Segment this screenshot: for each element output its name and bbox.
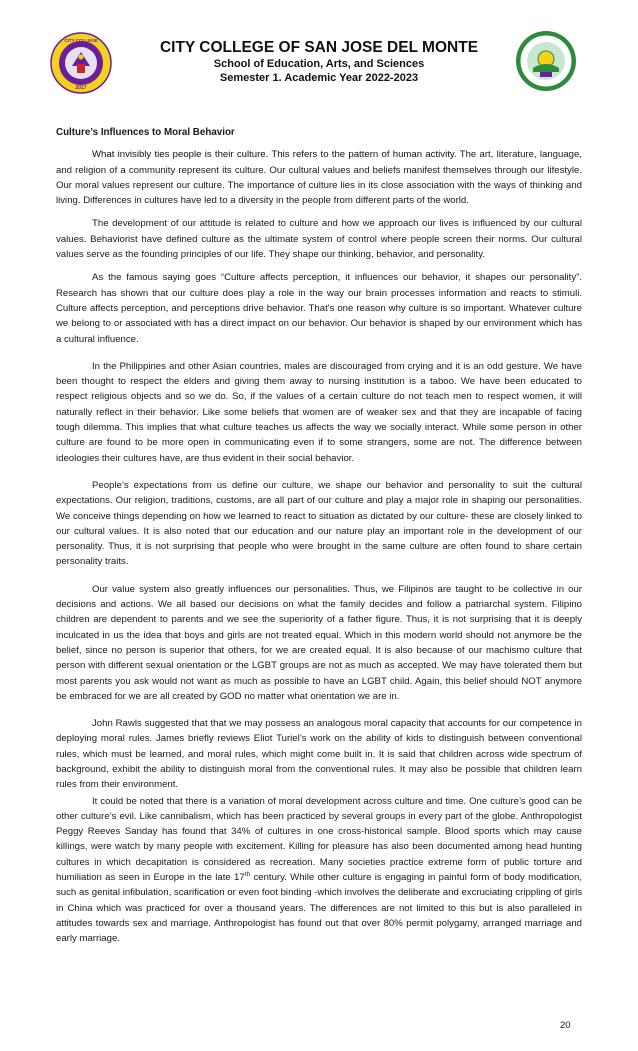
article-body — [56, 125, 582, 955]
paragraph-1 — [56, 147, 582, 208]
paragraph-4: In the Philippines and other Asian countries, males are discouraged from crying and it is an odd gesture. We have been thought to respect the elders and giving them away to nursing institution is a taboo. We have been educated to respect religious objects and so we do. So, if the values of a certain culture do not teach men to respect women, it will naturally reflect in their behavior. Like some beliefs that women are of weaker sex and that they are incapable of facing tough dilemma. This implies that what culture teaches us affects the way we socially interact. While some person in other culture are found to be more open in communicating even if to some strangers, some are not. The difference between ideologies their cultures have, are thus evident in their social behavior. — [56, 360, 582, 464]
institution-title: CITY COLLEGE OF SAN JOSE DEL MONTE — [159, 39, 479, 56]
college-seal-logo — [50, 32, 112, 94]
paragraph-5: People’s expectations from us define our culture, we shape our behavior and personality to suit the cultural expectations. Our religion, traditions, customs, are all part of our culture and play a major role in shaping our personalities. We conceive things depending on how we learned to react to situation as dictated by our culture- these are closely linked to our cultural values. It is also noted that our education and our nature play an important role in the development of our personality. Thus, it is not surprising that people who were brought in the same culture are often found to share certain personality traits. — [56, 479, 582, 568]
header-text — [120, 38, 518, 85]
paragraph-8-part-a: It could be noted that there is a variation of moral development across culture and time. One culture’s good can be other culture’s evil. Like cannibalism, which has been practiced by several groups in every part of the globe. Anthropologist Peggy Reeves Sanday has found that 34% of cultures in one cross-historical sample. Blood sports which may cause killings, were watch by many people with excitement. Killing for pleasure has also been documented among head hunting cultures in which decapitation is considered as recreation. Many societies practice extreme form of public torture and humiliation as seen in Europe in the late 17 — [56, 795, 582, 884]
paragraph-6: Our value system also greatly influences our personalities. Thus, we Filipinos are taught to be collective in our decisions and actions. We all based our decisions on what the family decides and follow a patriarchal system. Filipino children are dependent to parents and we see the superiority of a father figure. Thus, it is not surprising that it is deeply inculcated in us the idea that boys and girls are not treated equal. Which in this modern world should not anymore be the belief, since no person is superior that others, for we are created equal. It is also because of our machismo culture that person with different sexual orientation or the LGBT groups are not as much as accepted. We may have tolerated them but most parents you ask would not want as much as possible to have an LGBT child. Again, this belief should NOT anymore be embraced for we are all created by GOD no matter what orientation we are in. — [56, 583, 582, 702]
paragraph-8-part-b: century. While other culture is engaging in painful form of body modification, such as genital infibulation, scarification or even foot binding -which involves the deliberate and excruciating crippling of girls in China which was practiced for over a thousand years. The differences are not limited to this but is also paralleled in attitudes towards sex and marriage. Anthropologist has found out that over 80% permit polygamy, arranged marriage and early marriage. — [56, 872, 583, 945]
ordinal-superscript: th — [244, 870, 251, 878]
section-title: Culture’s Influences to Moral Behavior — [56, 127, 235, 138]
department-seal-logo — [515, 30, 577, 92]
school-name: School of Education, Arts, and Sciences — [213, 58, 425, 70]
paragraph-3: As the famous saying goes “Culture affects perception, it influences our behavior, it shapes our personality”. Research has shown that our culture does play a role in the way our brain processes information and reacts to stimuli. Culture affects perception, and perceptions drive behavior. That's one reason why culture is so important. Whatever culture we belong to or associated with has a direct impact on our behavior. Our behavior is shaped by our environment which has a cultural influence. — [56, 272, 582, 345]
page-header — [0, 28, 638, 98]
paragraph-1-lead: What invisibly ties people is their culture. This refers to the pattern of human activity. — [92, 149, 457, 161]
svg-text:2017: 2017 — [75, 85, 87, 91]
paragraph-2: The development of our attitude is related to culture and how we approach our lives is influenced by our cultural values. Behaviorist have defined culture as the ultimate system of control where people screen their norms. Our cultural values serve as the founding principles of our life. They shape our thinking, behavior, and personality. — [56, 218, 582, 261]
paragraph-8 — [56, 794, 582, 947]
page-number: 20 — [560, 1020, 571, 1031]
semester-line: Semester 1. Academic Year 2022-2023 — [219, 72, 419, 84]
paragraph-1-rest: The art, literature, language, and religion of a community represent its culture. Our cultural values and beliefs manifest themselves through our lifestyle. Our moral values represent our culture. The importance of culture lies in its close association with the ways of thinking and living. Differences in cultures have led to a diversity in the people from different parts of the world. — [56, 149, 582, 207]
svg-text:CITY COLLEGE: CITY COLLEGE — [64, 38, 98, 43]
paragraph-7: John Rawls suggested that that we may possess an analogous moral capacity that accounts for our competence in deploying moral rules. James briefly reviews Eliot Turiel’s work on the ability of kids to distinguish between conventional rules, which must be learned, and moral rules, which might come built in. It is said that children across wide spectrum of background, exhibit the ability to distinguish moral from the conventional rules. It may also be possible that children learn rules from their environment. — [56, 718, 582, 791]
